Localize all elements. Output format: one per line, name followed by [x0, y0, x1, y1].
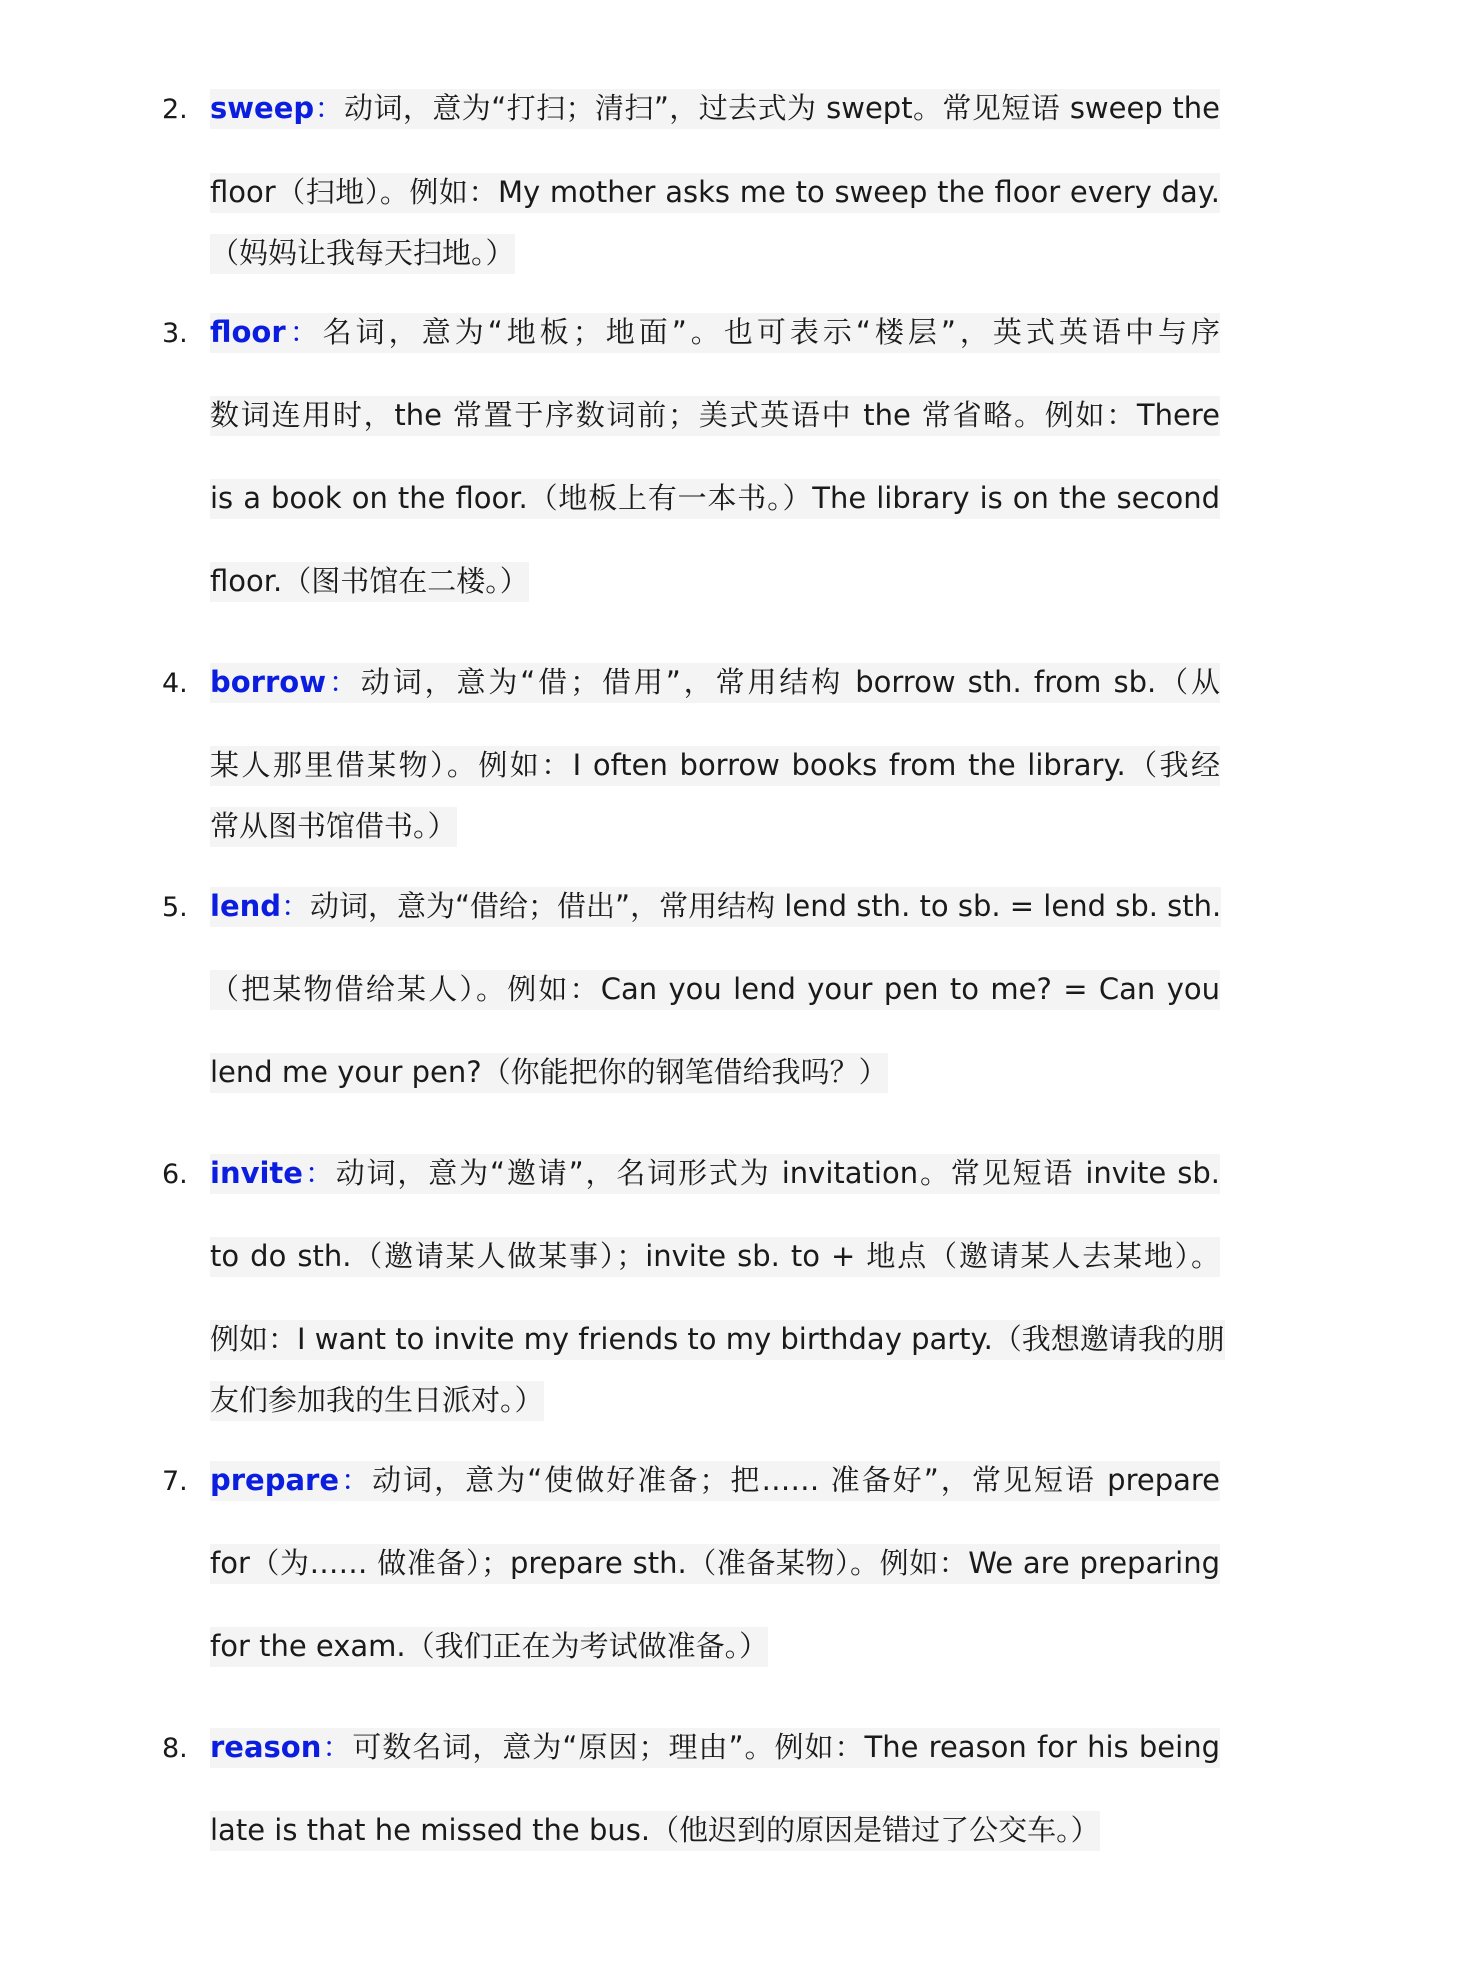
- entry-line-text: （把某物借给某人）。例如：Can you lend your pen to me? = Can you: [210, 970, 1220, 1010]
- entry-line: [210, 1810, 1220, 1850]
- entry-number: 8.: [162, 1733, 188, 1764]
- entry-line: [210, 1727, 1220, 1767]
- entry-line: [210, 233, 1220, 273]
- entry-line-text: 可数名词，意为“原因；理由”。例如：The reason for his being: [352, 1730, 1220, 1764]
- entry-line-text: 动词，意为“使做好准备；把…… 准备好”，常见短语 prepare: [372, 1463, 1220, 1497]
- vocab-word: invite: [210, 1156, 303, 1190]
- entry-line-text: 名词，意为“地板；地面”。也可表示“楼层”，英式英语中与序: [322, 315, 1220, 349]
- entry-line: [210, 1626, 1220, 1666]
- entry-line: [210, 745, 1220, 785]
- entry-line: [210, 1460, 1220, 1500]
- vocab-colon: ：: [281, 889, 311, 923]
- entry-number: 6.: [162, 1159, 188, 1190]
- entry-line: [210, 478, 1220, 518]
- entry-line: [210, 1319, 1225, 1359]
- entry-line-text: 友们参加我的生日派对。）: [210, 1381, 544, 1421]
- entry-line: [210, 172, 1220, 212]
- entry-line-text: 常从图书馆借书。）: [210, 807, 457, 847]
- entry-line-text: floor.（图书馆在二楼。）: [210, 562, 529, 602]
- entry-line: [210, 312, 1220, 352]
- vocab-colon: ：: [321, 1730, 353, 1764]
- entry-number: 7.: [162, 1466, 188, 1497]
- entry-line: [210, 662, 1220, 702]
- entry-line: [210, 395, 1220, 435]
- entry-line: [210, 969, 1220, 1009]
- entry-line-text: to do sth.（邀请某人做某事）；invite sb. to + 地点（邀请某人去某地）。: [210, 1237, 1220, 1277]
- entry-line: [210, 88, 1220, 128]
- vocab-word: reason: [210, 1730, 322, 1764]
- vocab-word: sweep: [210, 91, 315, 125]
- vocab-word: lend: [210, 889, 282, 923]
- entry-line-text: for the exam.（我们正在为考试做准备。）: [210, 1627, 768, 1667]
- entry-line: [210, 1052, 1220, 1092]
- entry-line: [210, 806, 1220, 846]
- entry-line-text: for（为…… 做准备）；prepare sth.（准备某物）。例如：We are preparing: [210, 1544, 1220, 1584]
- entry-number: 4.: [162, 668, 188, 699]
- vocab-colon: ：: [302, 1156, 336, 1190]
- entry-line-text: lend me your pen?（你能把你的钢笔借给我吗？）: [210, 1053, 888, 1093]
- entry-line: [210, 1153, 1220, 1193]
- entry-line: [210, 1543, 1220, 1583]
- entry-line-text: 例如：I want to invite my friends to my birthday party.（我想邀请我的朋: [210, 1320, 1225, 1360]
- entry-line: [210, 561, 1220, 601]
- entry-line-text: 某人那里借某物）。例如：I often borrow books from the library.（我经: [210, 746, 1220, 786]
- vocab-word: borrow: [210, 665, 326, 699]
- entry-number: 3.: [162, 318, 188, 349]
- entry-number: 2.: [162, 94, 188, 125]
- vocab-colon: ：: [339, 1463, 373, 1497]
- entry-line: [210, 886, 1220, 926]
- entry-line-text: 动词，意为“借给；借出”，常用结构 lend sth. to sb. = lend sb. sth.: [310, 889, 1222, 923]
- entry-line: [210, 1380, 1220, 1420]
- entry-line-text: is a book on the floor.（地板上有一本书。）The library is on the second: [210, 479, 1220, 519]
- vocab-colon: ：: [314, 91, 345, 125]
- vocab-word: prepare: [210, 1463, 340, 1497]
- entry-line: [210, 1236, 1220, 1276]
- entry-number: 5.: [162, 892, 188, 923]
- vocab-colon: ：: [285, 315, 323, 349]
- vocab-colon: ：: [326, 665, 361, 699]
- vocab-word: floor: [210, 315, 286, 349]
- entry-line-text: 动词，意为“邀请”，名词形式为 invitation。常见短语 invite sb.: [335, 1156, 1220, 1190]
- entry-line-text: 动词，意为“借；借用”，常用结构 borrow sth. from sb.（从: [360, 665, 1220, 699]
- entry-line-text: late is that he missed the bus.（他迟到的原因是错过了公交车。）: [210, 1811, 1100, 1851]
- entry-line-text: 动词，意为“打扫；清扫”，过去式为 swept。常见短语 sweep the: [344, 91, 1220, 125]
- entry-line-text: floor（扫地）。例如：My mother asks me to sweep the floor every day.: [210, 173, 1220, 213]
- entry-line-text: （妈妈让我每天扫地。）: [210, 234, 515, 274]
- entry-line-text: 数词连用时，the 常置于序数词前；美式英语中 the 常省略。例如：There: [210, 396, 1220, 436]
